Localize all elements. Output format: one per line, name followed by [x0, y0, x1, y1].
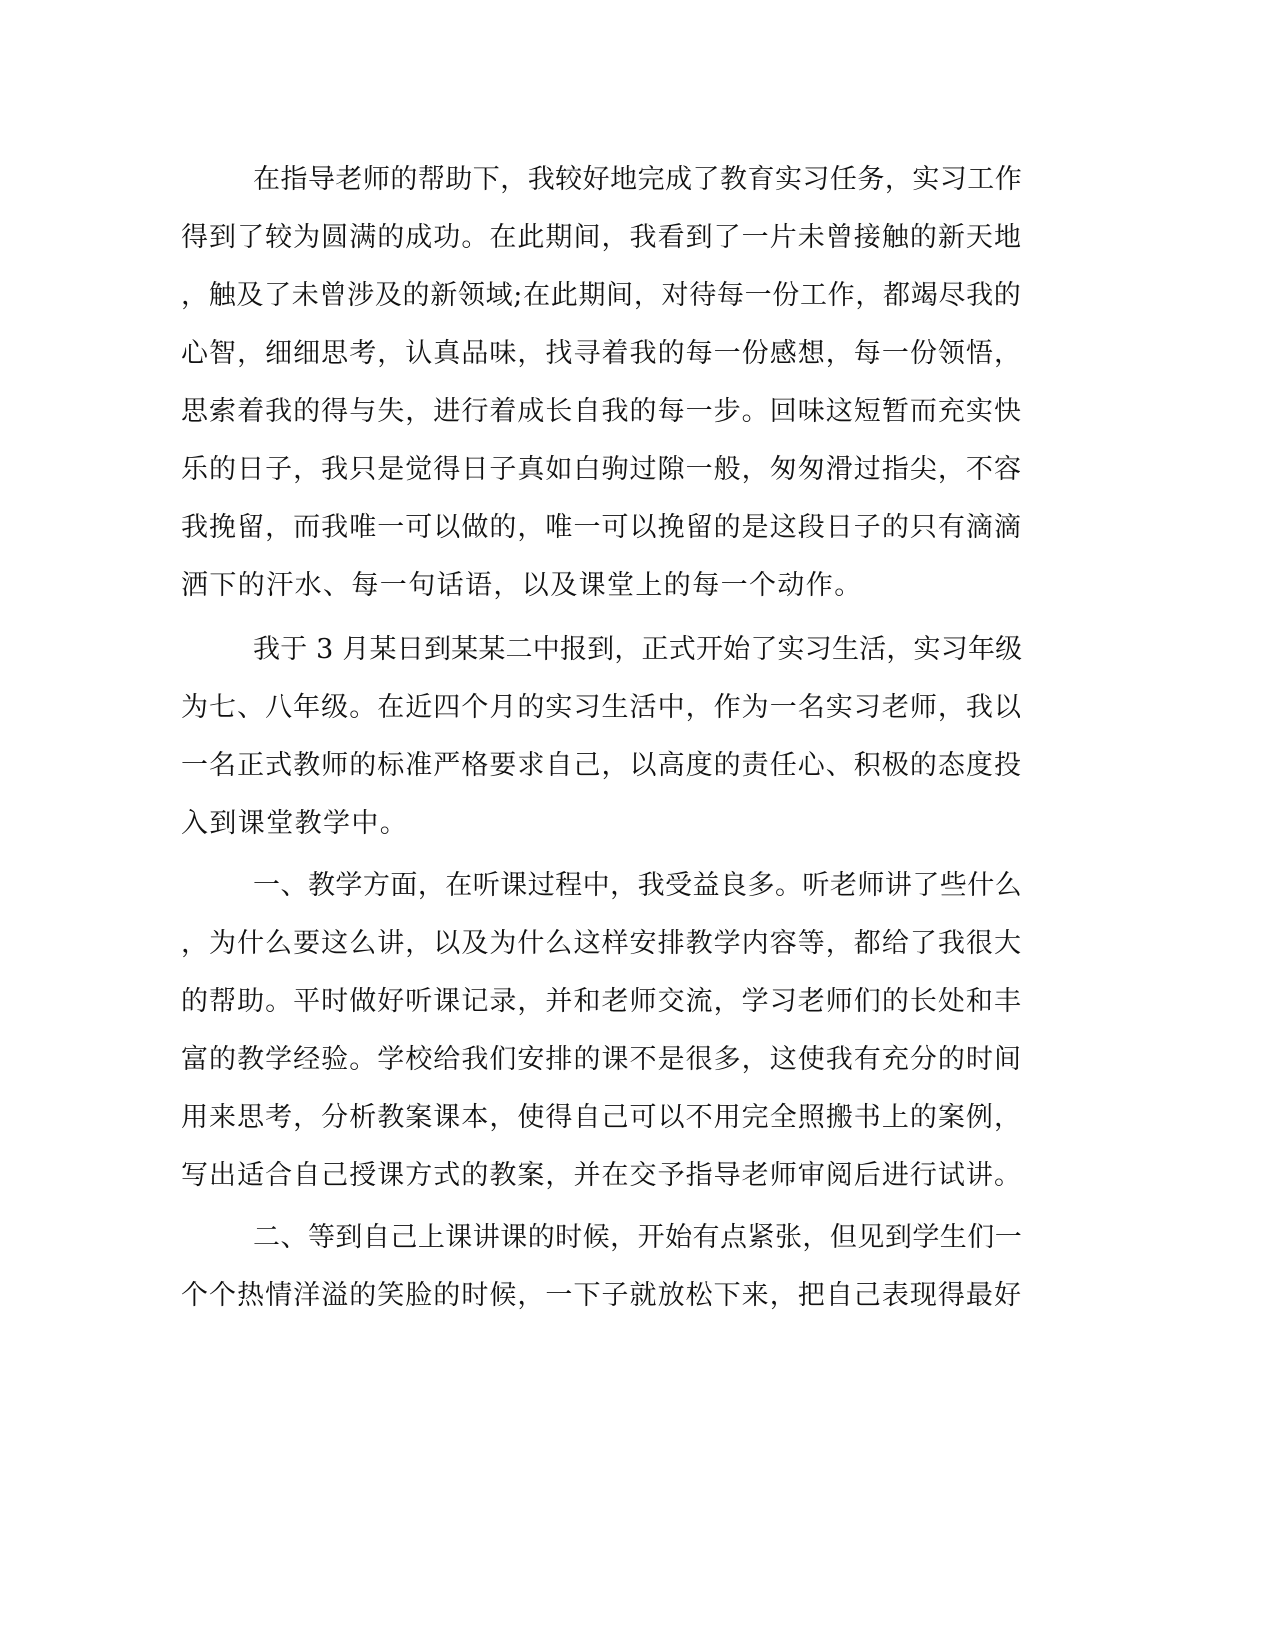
text-line: 思索着我的得与失，进行着成长自我的每一步。回味这短暂而充实快 — [181, 396, 1022, 427]
text-line: 入到课堂教学中。 — [181, 808, 409, 839]
text-line: 个个热情洋溢的笑脸的时候，一下子就放松下来，把自己表现得最好 — [181, 1280, 1022, 1311]
text-line: 我挽留，而我唯一可以做的，唯一可以挽留的是这段日子的只有滴滴 — [181, 512, 1022, 543]
text-line: 心智，细细思考，认真品味，找寻着我的每一份感想，每一份领悟， — [181, 338, 1022, 369]
text-line: 的帮助。平时做好听课记录，并和老师交流，学习老师们的长处和丰 — [181, 986, 1022, 1017]
text-line: 富的教学经验。学校给我们安排的课不是很多，这使我有充分的时间 — [181, 1044, 1022, 1075]
text-line: ，触及了未曾涉及的新领域;在此期间，对待每一份工作，都竭尽我的 — [181, 280, 1022, 311]
text-line: 乐的日子，我只是觉得日子真如白驹过隙一般，匆匆滑过指尖，不容 — [181, 454, 1022, 485]
text-line: ，为什么要这么讲，以及为什么这样安排教学内容等，都给了我很大 — [181, 928, 1022, 959]
text-line: 为七、八年级。在近四个月的实习生活中，作为一名实习老师，我以 — [181, 692, 1022, 723]
text-line: 我于 3 月某日到某某二中报到，正式开始了实习生活，实习年级 — [253, 634, 1023, 665]
text-line: 写出适合自己授课方式的教案，并在交予指导老师审阅后进行试讲。 — [181, 1160, 1022, 1191]
text-line: 用来思考，分析教案课本，使得自己可以不用完全照搬书上的案例， — [181, 1102, 1022, 1133]
text-line: 洒下的汗水、每一句话语，以及课堂上的每一个动作。 — [181, 570, 863, 601]
text-line: 二、等到自己上课讲课的时候，开始有点紧张，但见到学生们一 — [253, 1222, 1023, 1253]
text-line: 一名正式教师的标准严格要求自己，以高度的责任心、积极的态度投 — [181, 750, 1022, 781]
text-line: 一、教学方面，在听课过程中，我受益良多。听老师讲了些什么 — [253, 870, 1023, 901]
text-line: 得到了较为圆满的成功。在此期间，我看到了一片未曾接触的新天地 — [181, 222, 1022, 253]
text-line: 在指导老师的帮助下，我较好地完成了教育实习任务，实习工作 — [253, 164, 1023, 195]
